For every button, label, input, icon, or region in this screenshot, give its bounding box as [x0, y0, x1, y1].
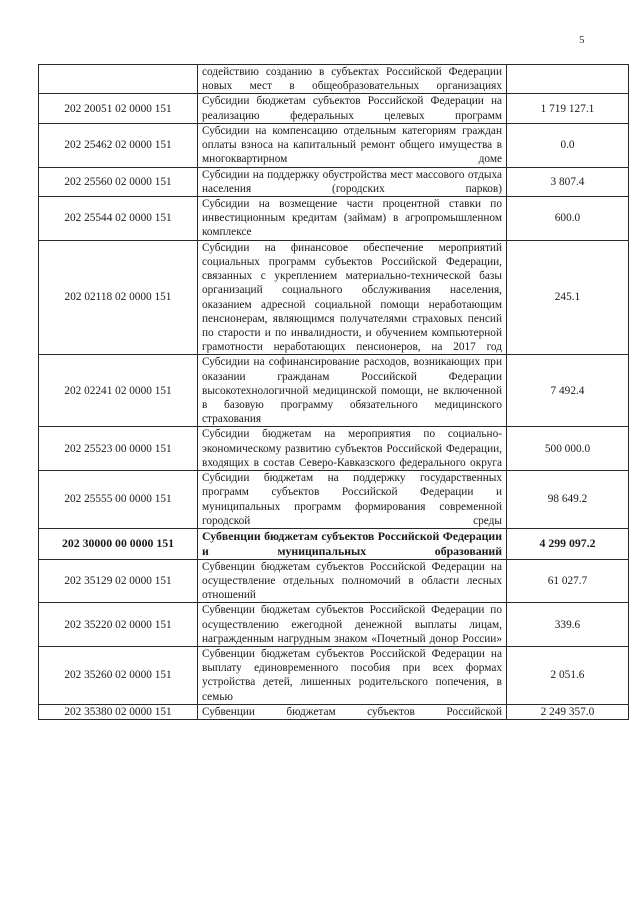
description-cell: Субвенции бюджетам субъектов Российской	[198, 704, 507, 719]
table-row	[39, 196, 629, 240]
table-row	[39, 123, 629, 167]
amount-cell: 61 027.7	[507, 559, 629, 603]
amount-cell: 1 719 127.1	[507, 94, 629, 123]
budget-code-cell: 202 25462 02 0000 151	[39, 123, 198, 167]
amount-cell: 2 249 357.0	[507, 704, 629, 719]
table-row	[39, 65, 629, 94]
budget-code-cell: 202 35260 02 0000 151	[39, 647, 198, 705]
budget-code-cell: 202 35129 02 0000 151	[39, 559, 198, 603]
description-cell: Субсидии бюджетам на поддержку государственных программ субъектов Российской Федерации и муниципальных программ формирования современной городской среды	[198, 471, 507, 529]
table-row	[39, 94, 629, 123]
amount-cell: 0.0	[507, 123, 629, 167]
table-body	[39, 65, 629, 720]
description-cell: Субсидии на софинансирование расходов, возникающих при оказании гражданам Российской Федерации высокотехнологичной медицинской помощи, не включенной в базовую программу обязательного медицинского страхования	[198, 355, 507, 427]
description-cell: Субвенции бюджетам субъектов Российской Федерации на выплату единовременного пособия при всех формах устройства детей, лишенных родительского попечения, в семью	[198, 647, 507, 705]
amount-cell: 600.0	[507, 196, 629, 240]
table-row	[39, 647, 629, 705]
budget-code-cell: 202 30000 00 0000 151	[39, 529, 198, 560]
budget-code-cell	[39, 65, 198, 94]
table-row	[39, 529, 629, 560]
description-cell: содействию созданию в субъектах Российской Федерации новых мест в общеобразовательных организациях	[198, 65, 507, 94]
budget-code-cell: 202 02118 02 0000 151	[39, 240, 198, 355]
description-cell: Субвенции бюджетам субъектов Российской Федерации по осуществлению ежегодной денежной выплаты лицам, награжденным нагрудным знаком «Почетный донор России»	[198, 603, 507, 647]
description-cell: Субвенции бюджетам субъектов Российской Федерации на осуществление отдельных полномочий в области лесных отношений	[198, 559, 507, 603]
description-cell: Субсидии на финансовое обеспечение мероприятий социальных программ субъектов Российской Федерации, связанных с укреплением материально-технической базы организаций социального обслуживания населения, оказанием адресной социальной помощи неработающим пенсионерам, являющимся получателями страховых пенсий по старости и по инвалидности, и обучением компьютерной грамотности неработающих пенсионеров, на 2017 год	[198, 240, 507, 355]
budget-code-cell: 202 25523 00 0000 151	[39, 427, 198, 471]
budget-code-cell: 202 35220 02 0000 151	[39, 603, 198, 647]
description-cell: Субсидии на поддержку обустройства мест массового отдыха населения (городских парков)	[198, 167, 507, 196]
budget-revenue-table	[38, 64, 629, 720]
description-cell: Субсидии на компенсацию отдельным категориям граждан оплаты взноса на капитальный ремонт общего имущества в многоквартирном доме	[198, 123, 507, 167]
table-row	[39, 355, 629, 427]
amount-cell: 3 807.4	[507, 167, 629, 196]
description-cell: Субсидии бюджетам на мероприятия по социально-экономическому развитию субъектов Российской Федерации, входящих в состав Северо-Кавказского федерального округа	[198, 427, 507, 471]
amount-cell: 7 492.4	[507, 355, 629, 427]
amount-cell	[507, 65, 629, 94]
description-cell: Субсидии на возмещение части процентной ставки по инвестиционным кредитам (займам) в агропромышленном комплексе	[198, 196, 507, 240]
amount-cell: 2 051.6	[507, 647, 629, 705]
budget-code-cell: 202 35380 02 0000 151	[39, 704, 198, 719]
amount-cell: 339.6	[507, 603, 629, 647]
description-cell: Субсидии бюджетам субъектов Российской Федерации на реализацию федеральных целевых программ	[198, 94, 507, 123]
table-row	[39, 559, 629, 603]
amount-cell: 4 299 097.2	[507, 529, 629, 560]
table-row	[39, 167, 629, 196]
amount-cell: 245.1	[507, 240, 629, 355]
table-row	[39, 603, 629, 647]
budget-code-cell: 202 25560 02 0000 151	[39, 167, 198, 196]
page-number: 5	[579, 34, 585, 46]
amount-cell: 98 649.2	[507, 471, 629, 529]
budget-code-cell: 202 20051 02 0000 151	[39, 94, 198, 123]
budget-code-cell: 202 25555 00 0000 151	[39, 471, 198, 529]
description-cell: Субвенции бюджетам субъектов Российской Федерации и муниципальных образований	[198, 529, 507, 560]
budget-code-cell: 202 02241 02 0000 151	[39, 355, 198, 427]
table-row	[39, 704, 629, 719]
budget-code-cell: 202 25544 02 0000 151	[39, 196, 198, 240]
table-row	[39, 427, 629, 471]
table-row	[39, 240, 629, 355]
table-row	[39, 471, 629, 529]
amount-cell: 500 000.0	[507, 427, 629, 471]
